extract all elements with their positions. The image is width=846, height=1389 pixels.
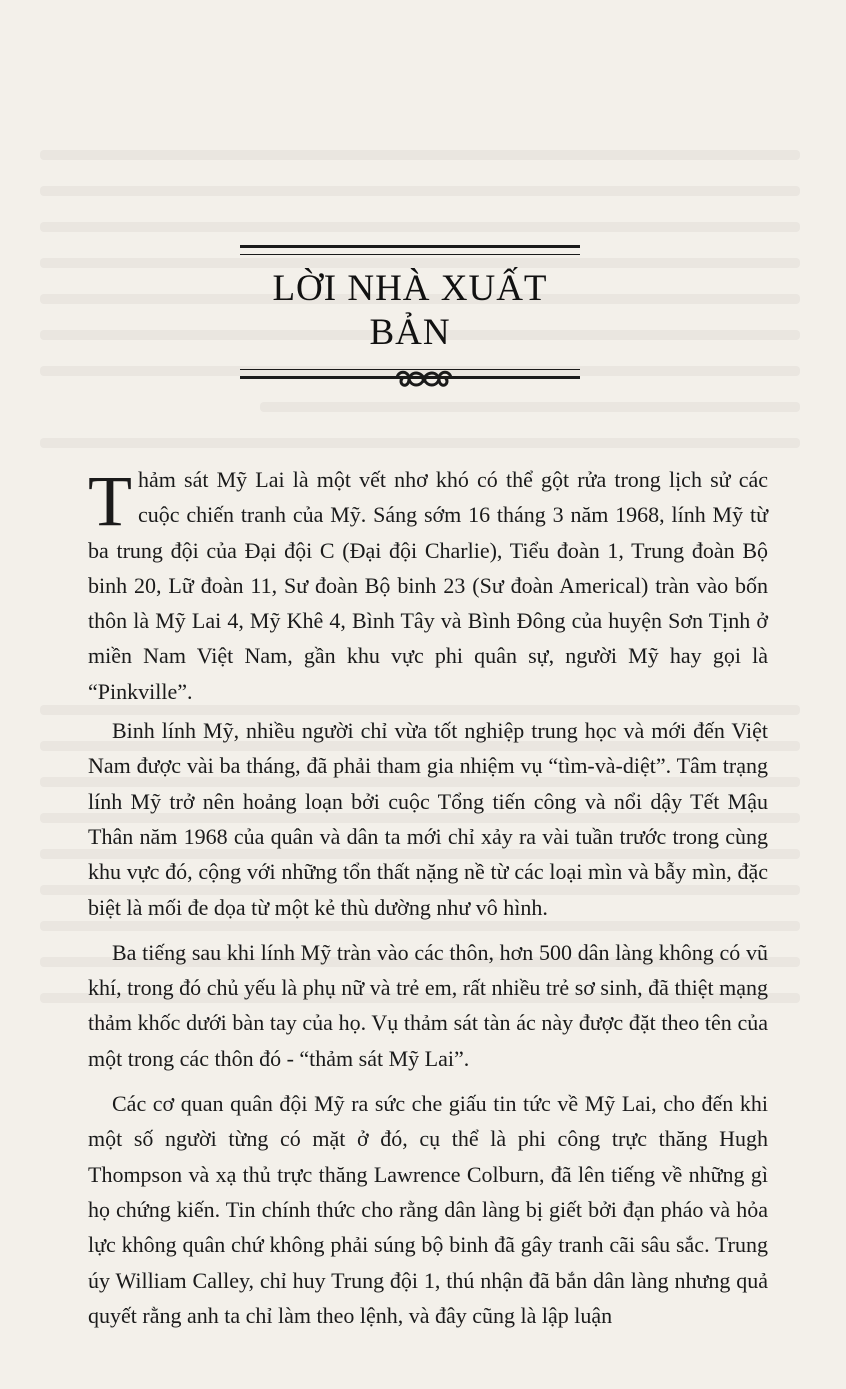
paragraph-1-text: hảm sát Mỹ Lai là một vết nhơ khó có thể gột rửa trong lịch sử các cuộc chiến tranh của Mỹ. Sáng sớm 16 tháng 3 năm 1968, lính Mỹ từ ba trung đội của Đại đội C (Đại đội Charlie), Tiểu đoàn 1, Trung đoàn Bộ binh 20, Lữ đoàn 11, Sư đoàn Bộ binh 23 (Sư đoàn Americal) tràn vào bốn thôn là Mỹ Lai 4, Mỹ Khê 4, Bình Tây và Bình Đông của huyện Sơn Tịnh ở miền Nam Việt Nam, gần khu vực phi quân sự, người Mỹ hay gọi là “Pinkville”.: [88, 467, 768, 704]
paragraph-3: Ba tiếng sau khi lính Mỹ tràn vào các thôn, hơn 500 dân làng không có vũ khí, trong đó chủ yếu là phụ nữ và trẻ em, rất nhiều trẻ sơ sinh, đã thiệt mạng thảm khốc dưới bàn tay của họ. Vụ thảm sát tàn ác này được đặt theo tên của một trong các thôn đó - “thảm sát Mỹ Lai”.: [88, 939, 768, 1071]
title-block: [240, 245, 580, 379]
page-title: LỜI NHÀ XUẤT BẢN: [272, 268, 548, 353]
fleuron-ornament-icon: [393, 365, 455, 393]
paragraph-4: Các cơ quan quân đội Mỹ ra sức che giấu tin tức về Mỹ Lai, cho đến khi một số người từng có mặt ở đó, cụ thể là phi công trực thăng Hugh Thompson và xạ thủ trực thăng Lawrence Colburn, đã lên tiếng về những gì họ chứng kiến. Tin chính thức cho rằng dân làng bị giết bởi đạn pháo và hỏa lực không quân chứ không phải súng bộ binh đã gây tranh cãi sâu sắc. Trung úy William Calley, chỉ huy Trung đội 1, thú nhận đã bắn dân làng nhưng quả quyết rằng anh ta chỉ làm theo lệnh, và đây cũng là lập luận: [88, 1091, 768, 1328]
paragraph-1: [88, 462, 768, 709]
drop-cap: T: [88, 461, 132, 541]
body-text: [88, 462, 768, 1343]
title-rule-top: [240, 245, 580, 255]
paragraph-2: Binh lính Mỹ, nhiều người chỉ vừa tốt nghiệp trung học và mới đến Việt Nam được vài ba tháng, đã phải tham gia nhiệm vụ “tìm-và-diệt”. Tâm trạng lính Mỹ trở nên hoảng loạn bởi cuộc Tổng tiến công và nổi dậy Tết Mậu Thân năm 1968 của quân và dân ta mới chỉ xảy ra vài tuần trước trong cùng khu vực đó, cộng với những tổn thất nặng nề từ các loại mìn và bẫy mìn, đặc biệt là mối đe dọa từ một kẻ thù dường như vô hình.: [88, 718, 768, 920]
